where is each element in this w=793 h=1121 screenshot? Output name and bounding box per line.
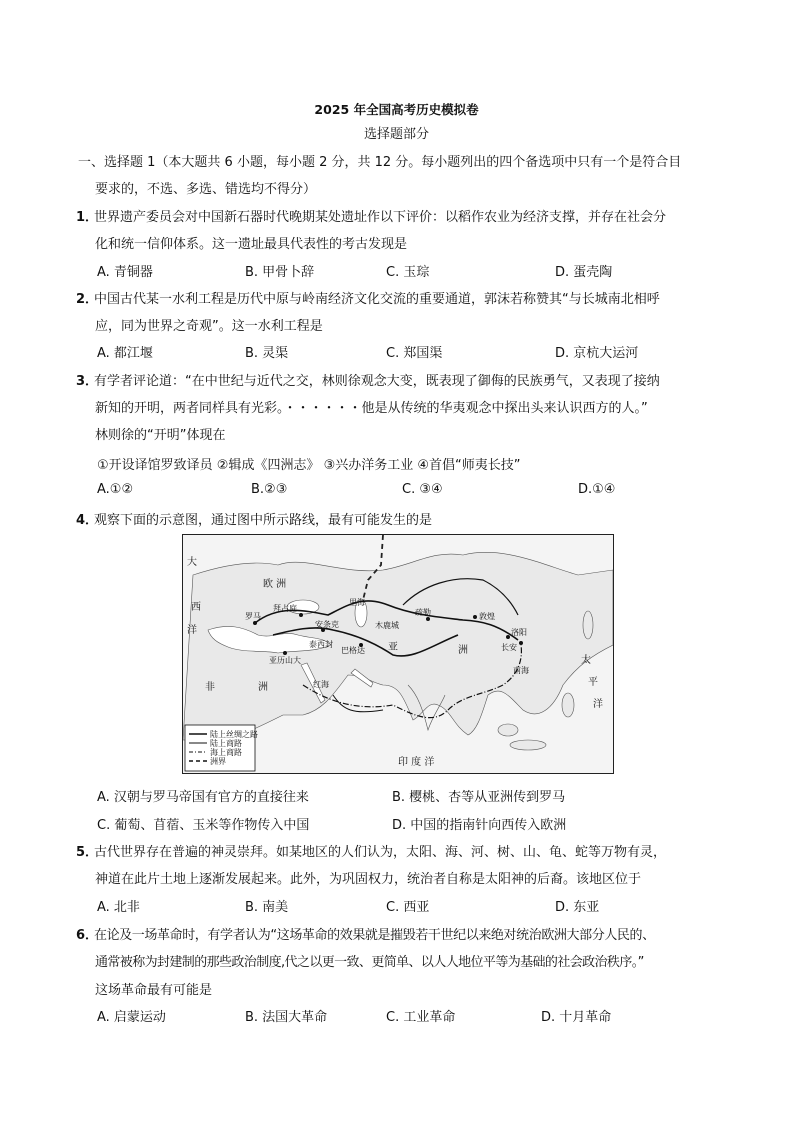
option-d[interactable]: D. 中国的指南针向西传入欧洲	[392, 818, 567, 833]
label-luoyang: 洛阳	[511, 628, 527, 637]
question-text-line: 有学者评论道：“在中世纪与近代之交，林则徐观念大变，既表现了御侮的民族勇气，又表现了接纳	[94, 374, 660, 389]
option-d[interactable]: D. 蛋壳陶	[555, 265, 613, 280]
option-a[interactable]: A. 启蒙运动	[97, 1010, 166, 1025]
legend-land-silk-road: 陆上丝绸之路	[210, 730, 258, 739]
option-a[interactable]: A. 北非	[97, 900, 140, 915]
option-b[interactable]: B. 甲骨卜辞	[245, 265, 315, 280]
legend-continent-border: 洲界	[210, 757, 226, 766]
label-atlantic-3: 洋	[187, 625, 197, 636]
option-a[interactable]: A. 都江堰	[97, 346, 153, 361]
question-text-line: 通常被称为封建制的那些政治制度,代之以更一致、更简单、以人人地位平等为基础的社会政治秩序。”	[95, 955, 644, 970]
option-a[interactable]: A. 汉朝与罗马帝国有官方的直接往来	[97, 790, 309, 805]
question-text-line: 中国古代某一水利工程是历代中原与岭南经济文化交流的重要通道，郭沫若称赞其“与长城南北相呼	[94, 292, 660, 307]
label-atlantic-2: 西	[191, 602, 201, 613]
label-taixifeng: 泰西封	[309, 640, 333, 649]
label-byzantium: 拜占庭	[273, 604, 297, 613]
legend-land-route: 陆上商路	[210, 739, 242, 748]
page-title: 2025 年全国高考历史模拟卷	[314, 102, 479, 117]
option-c[interactable]: C. 西亚	[386, 900, 430, 915]
label-mulu: 木鹿城	[375, 621, 399, 630]
label-baghdad: 巴格达	[341, 646, 365, 655]
label-indian-ocean: 印 度 洋	[398, 757, 435, 768]
question-number: 1．	[76, 210, 99, 225]
question-text-line: 在论及一场革命时，有学者认为“这场革命的效果就是摧毁若干世纪以来绝对统治欧洲大部分人民的、	[94, 928, 655, 943]
label-caspian: 里海	[349, 598, 365, 607]
question-sub-items: ①开设译馆罗致译员 ②辑成《四洲志》 ③兴办洋务工业 ④首倡“师夷长技”	[97, 458, 521, 473]
option-b[interactable]: B. 法国大革命	[245, 1010, 328, 1025]
label-europe: 欧 洲	[263, 579, 287, 590]
option-d[interactable]: D. 十月革命	[541, 1010, 612, 1025]
question-text-line: 世界遗产委员会对中国新石器时代晚期某处遗址作以下评价：以稻作农业为经济支撑，并存在社会分	[94, 210, 667, 225]
question-number: 6．	[76, 928, 99, 943]
section-instructions-line1: 一、选择题 1（本大题共 6 小题，每小题 2 分，共 12 分。每小题列出的四个备选项中只有一个是符合目	[78, 155, 682, 170]
question-number: 2．	[76, 292, 99, 307]
question-text-line: 应，同为世界之奇观”。这一水利工程是	[95, 319, 323, 334]
question-number: 3．	[76, 374, 99, 389]
option-c[interactable]: C. 葡萄、苜蓿、玉米等作物传入中国	[97, 818, 310, 833]
section-instructions-line2: 要求的，不选、多选、错选均不得分）	[95, 182, 317, 197]
option-b[interactable]: B. 南美	[245, 900, 289, 915]
question-text-line: 这场革命最有可能是	[95, 983, 213, 998]
option-c[interactable]: C. ③④	[402, 482, 443, 497]
label-atlantic-1: 大	[187, 557, 197, 568]
question-text-line: 新知的开明，两者同样具有光彩。・・・・・・他是从传统的华夷观念中探出头来认识西方的人。”	[95, 401, 648, 416]
question-text-line: 化和统一信仰体系。这一遗址最具代表性的考古发现是	[95, 237, 408, 252]
label-pacific-1: 太	[581, 655, 591, 666]
label-asia: 亚	[388, 642, 398, 653]
question-number: 4．	[76, 513, 99, 528]
option-c[interactable]: C. 工业革命	[386, 1010, 456, 1025]
question-text-line: 林则徐的“开明”体现在	[95, 428, 226, 443]
label-changan: 长安	[501, 643, 517, 652]
question-text-line: 古代世界存在普遍的神灵崇拜。如某地区的人们认为，太阳、海、河、树、山、龟、蛇等万物有灵，	[94, 845, 667, 860]
label-alexandria: 亚历山大	[269, 656, 301, 665]
option-a[interactable]: A. 青铜器	[97, 265, 153, 280]
label-pacific-2: 平	[588, 677, 598, 688]
label-antioch: 安条克	[315, 620, 339, 629]
label-red-sea: 红海	[313, 680, 329, 689]
label-africa-2: 洲	[258, 682, 268, 693]
question-text-line: 神道在此片土地上逐渐发展起来。此外，为巩固权力，统治者自称是太阳神的后裔。该地区位于	[95, 872, 642, 887]
legend-sea-route: 海上商路	[210, 748, 242, 757]
option-b[interactable]: B.②③	[251, 482, 288, 497]
question-number: 5．	[76, 845, 99, 860]
option-b[interactable]: B. 灵渠	[245, 346, 289, 361]
label-rome: 罗马	[245, 612, 261, 621]
option-b[interactable]: B. 樱桃、杏等从亚洲传到罗马	[392, 790, 566, 805]
section-subtitle: 选择题部分	[363, 127, 429, 142]
label-pacific-3: 洋	[593, 699, 603, 710]
label-south-sea: 南海	[513, 666, 529, 675]
option-c[interactable]: C. 玉琮	[386, 265, 430, 280]
label-kashgar: 疏勒	[415, 608, 431, 617]
option-c[interactable]: C. 郑国渠	[386, 346, 443, 361]
option-d[interactable]: D. 京杭大运河	[555, 346, 639, 361]
option-d[interactable]: D. 东亚	[555, 900, 600, 915]
label-asia-2: 洲	[458, 645, 468, 656]
label-africa: 非	[205, 682, 215, 693]
option-d[interactable]: D.①④	[578, 482, 616, 497]
label-dunhuang: 敦煌	[479, 612, 495, 621]
option-a[interactable]: A.①②	[97, 482, 134, 497]
question-text-line: 观察下面的示意图，通过图中所示路线，最有可能发生的是	[94, 513, 433, 528]
silk-road-map	[182, 534, 614, 774]
